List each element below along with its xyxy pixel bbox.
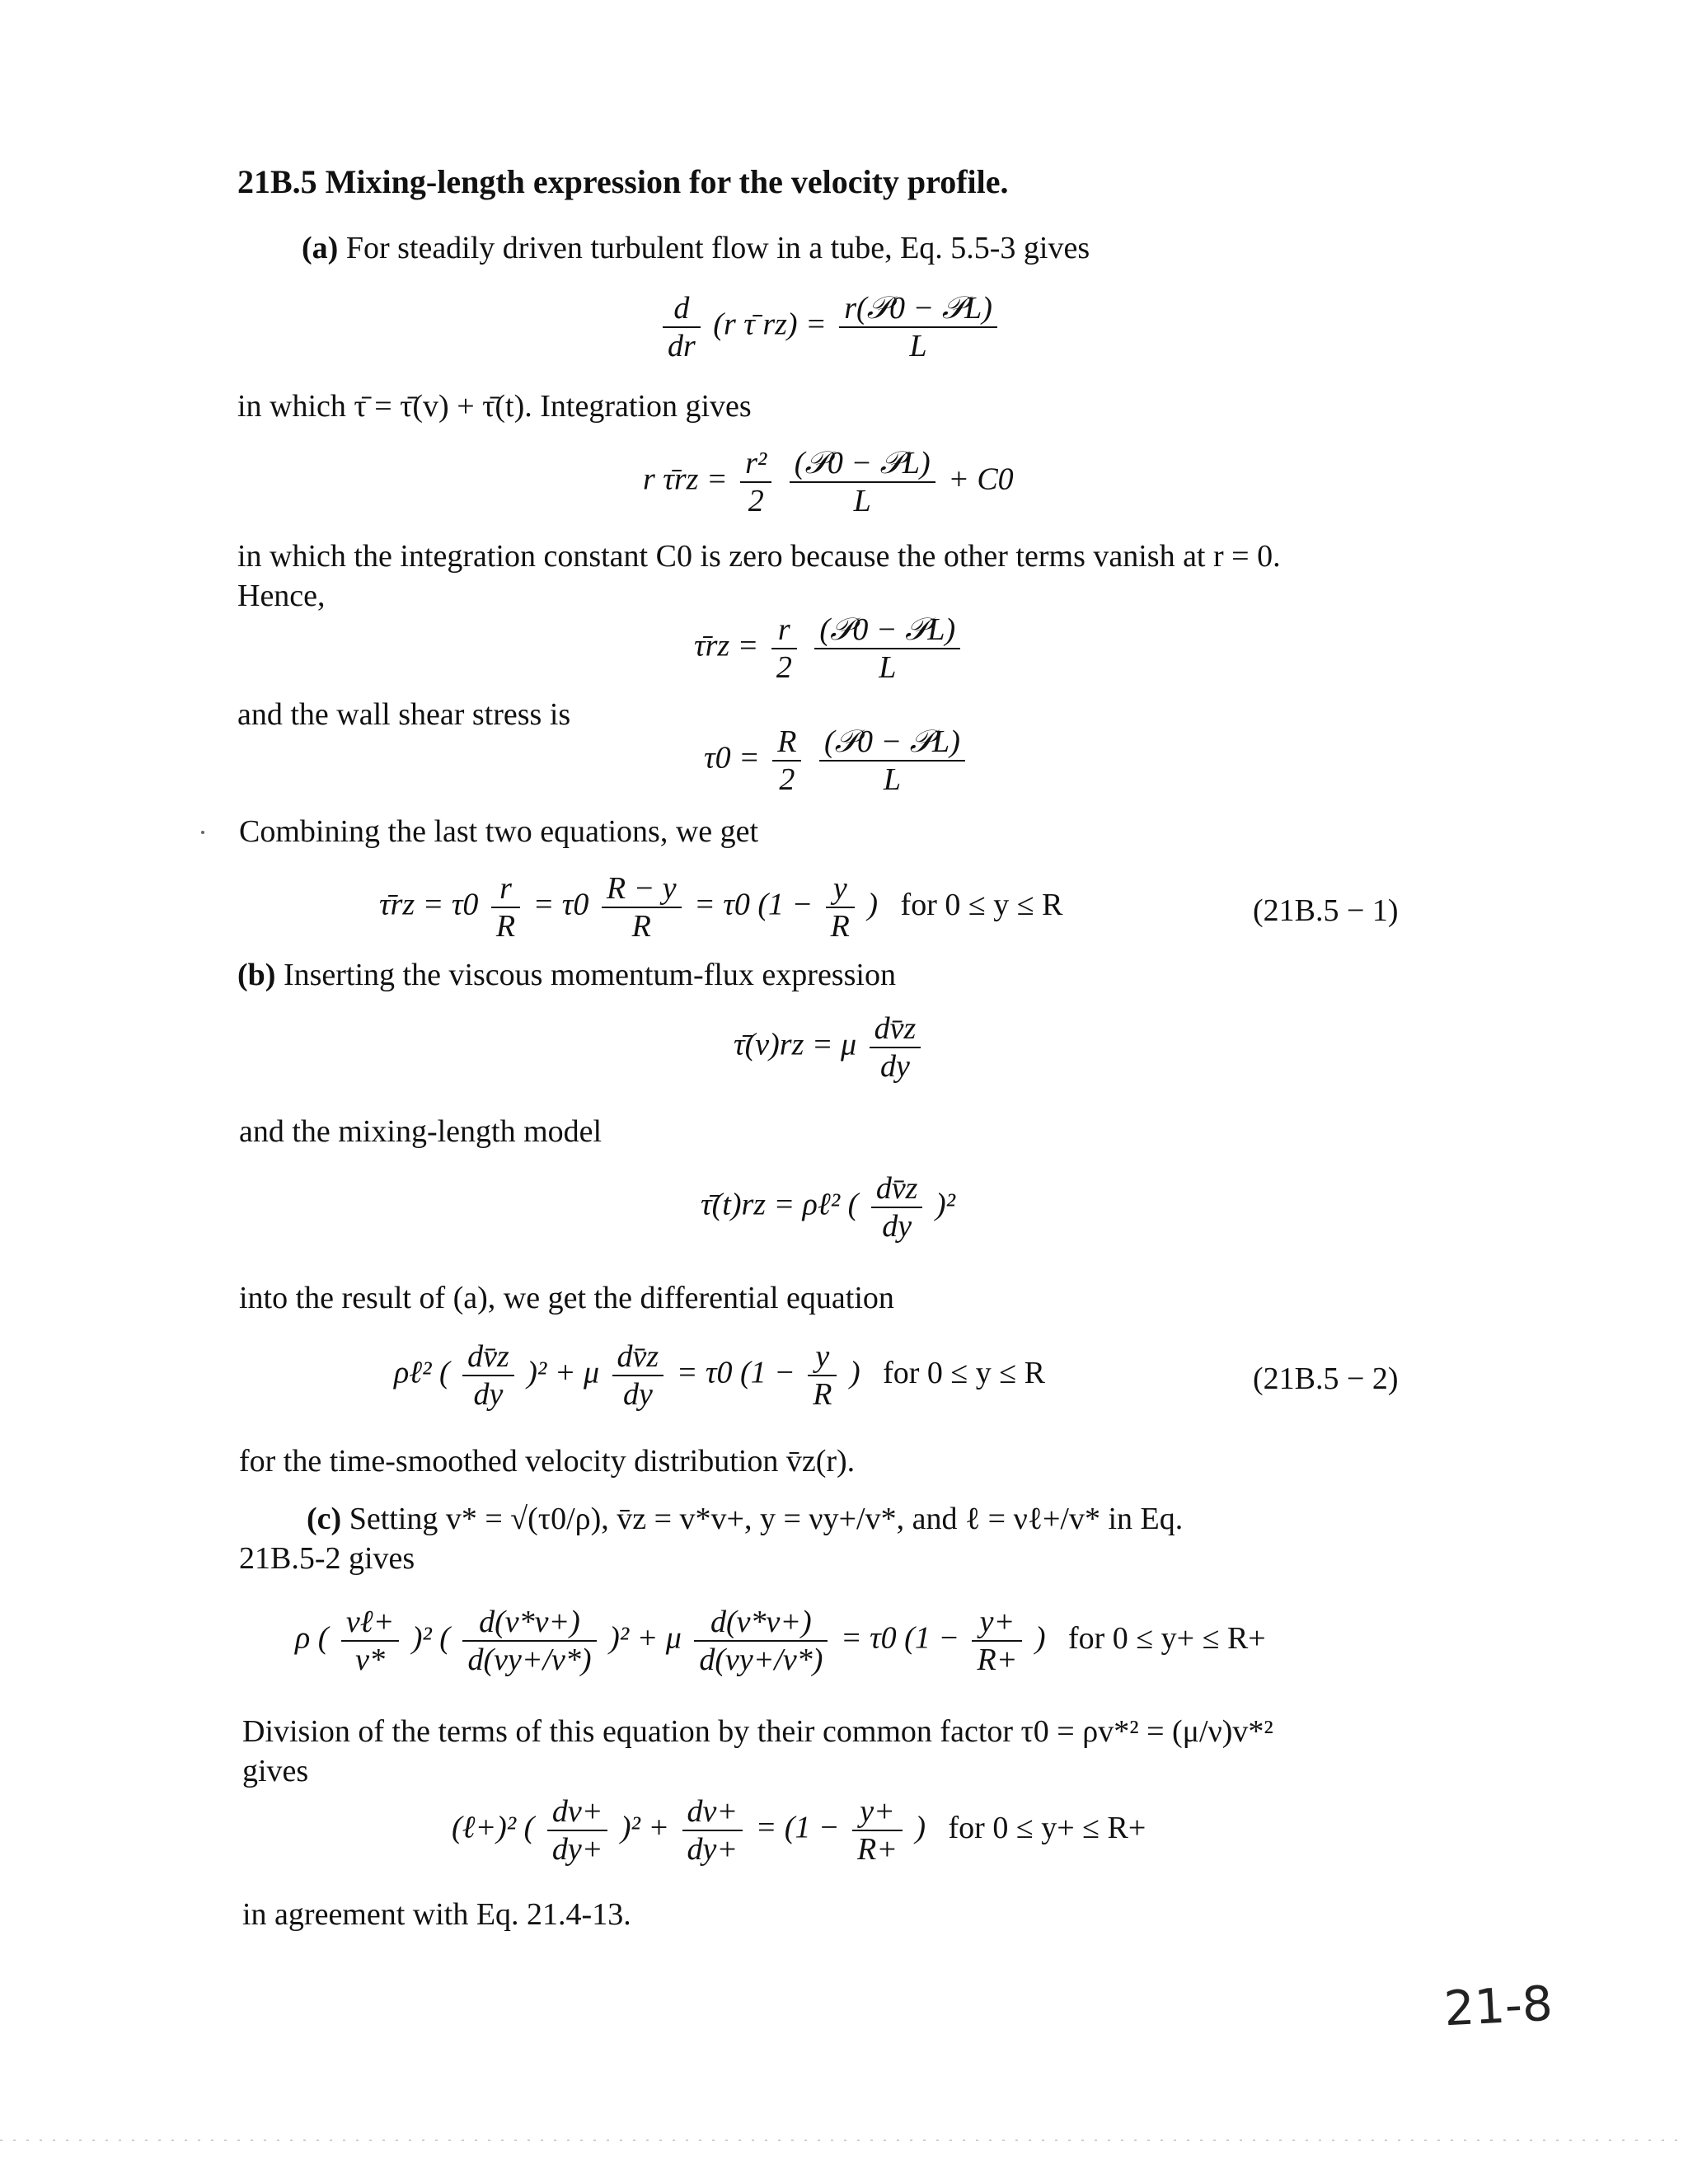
- eq10-frac1-num: dv+: [547, 1793, 608, 1831]
- text-gives: gives: [242, 1754, 309, 1788]
- eq8-frac1-num: dv̄z: [462, 1338, 514, 1376]
- eq4-frac2: [819, 724, 965, 798]
- eq1-deriv-num: d: [663, 290, 701, 328]
- eq9-mid2: )² + μ: [609, 1620, 682, 1656]
- text-combining: Combining the last two equations, we get: [239, 814, 759, 849]
- eq8-mid: )² + μ: [527, 1355, 600, 1390]
- eq10-frac2-den: dy+: [687, 1832, 738, 1867]
- page-number-handwritten: 21-8: [1442, 1975, 1554, 2037]
- eq5-mid2: = τ0 (1 −: [694, 887, 814, 922]
- eq3-frac2: [814, 612, 960, 686]
- eq4-frac1: [772, 724, 801, 798]
- text-constant: in which the integration constant C0 is zero because the other terms vanish at r = 0.: [237, 539, 1281, 574]
- eq9-frac3-den: d(νy+/v*): [699, 1643, 823, 1677]
- eq5-frac3-num: y: [826, 870, 855, 908]
- text-hence: Hence,: [237, 579, 326, 613]
- eq9-frac2: [462, 1604, 596, 1678]
- eq5-close: ): [867, 887, 879, 922]
- eq4-lhs: τ0 =: [704, 740, 760, 776]
- eq2-tail: + C0: [948, 462, 1014, 497]
- eq10-range: for 0 ≤ y+ ≤ R+: [948, 1810, 1146, 1845]
- eq8-frac2-den: dy: [622, 1377, 653, 1412]
- part-c-intro-cont: 21B.5-2 gives: [239, 1541, 415, 1576]
- eq8-frac1: [462, 1338, 514, 1413]
- scan-artifact-row: [0, 2139, 1688, 2141]
- eq10-frac3-num: y+: [852, 1793, 903, 1831]
- eq9-range: for 0 ≤ y+ ≤ R+: [1068, 1620, 1266, 1656]
- part-c-label: (c): [307, 1502, 342, 1536]
- eq8-frac3: [808, 1338, 837, 1413]
- text-time-smoothed: for the time-smoothed velocity distribution v̄z(r).: [239, 1444, 856, 1479]
- eq5-frac2: [602, 870, 682, 944]
- equation-number-21B5-1: (21B.5 − 1): [1253, 893, 1399, 928]
- eq1-rhs-den: L: [909, 329, 927, 363]
- eq8-frac2: [612, 1338, 664, 1413]
- eq9-frac3-num: d(v*v+): [694, 1604, 828, 1642]
- eq9-frac4-num: y+: [972, 1604, 1022, 1642]
- eq3-frac1-den: 2: [776, 650, 792, 685]
- stray-mark: [201, 831, 204, 834]
- eq8-frac3-num: y: [808, 1338, 837, 1376]
- eq9-frac2-den: d(νy+/v*): [467, 1643, 592, 1677]
- eq9-frac1-num: νℓ+: [341, 1604, 399, 1642]
- eq4-frac1-den: 2: [779, 762, 795, 797]
- eq9-lhs: ρ (: [295, 1620, 329, 1656]
- equation-4: [704, 724, 970, 798]
- eq8-frac1-den: dy: [473, 1377, 504, 1412]
- eq6-lhs: τ̄(v)rz = μ: [734, 1027, 857, 1062]
- eq1-rhs-num: r(𝒫0 − 𝒫L): [839, 290, 997, 328]
- text-integration: in which τ̄ = τ̄(v) + τ̄(t). Integration gives: [237, 389, 752, 424]
- eq3-frac2-den: L: [879, 650, 897, 685]
- eq3-frac1-num: r: [771, 612, 797, 649]
- eq4-frac2-den: L: [883, 762, 901, 797]
- eq5-mid: = τ0: [532, 887, 589, 922]
- eq10-frac3-den: R+: [857, 1832, 898, 1867]
- eq10-mid2: = (1 −: [755, 1810, 840, 1845]
- eq1-rhs: [839, 290, 997, 364]
- eq7-frac: [871, 1170, 923, 1244]
- eq6-frac-num: dv̄z: [870, 1010, 921, 1048]
- equation-8: [394, 1338, 1045, 1413]
- text-differential-equation: into the result of (a), we get the differential equation: [239, 1281, 894, 1315]
- eq2-frac2: [790, 445, 935, 519]
- eq10-frac2-num: dv+: [682, 1793, 743, 1831]
- eq8-frac2-num: dv̄z: [612, 1338, 664, 1376]
- eq8-lhs: ρℓ² (: [394, 1355, 450, 1390]
- text-division: Division of the terms of this equation by their common factor τ0 = ρv*² = (μ/ν)v*²: [242, 1714, 1273, 1749]
- equation-2: [643, 445, 1014, 519]
- eq3-lhs: τ̄rz =: [694, 628, 759, 663]
- equation-10: [452, 1793, 1146, 1868]
- eq5-frac1: [491, 870, 520, 944]
- part-b-intro-text: Inserting the viscous momentum-flux expression: [283, 958, 896, 992]
- eq5-frac3: [826, 870, 855, 944]
- eq10-lhs: (ℓ+)² (: [452, 1810, 535, 1845]
- eq7-tail: )²: [935, 1187, 956, 1222]
- eq9-mid1: )² (: [411, 1620, 450, 1656]
- eq8-frac3-den: R: [813, 1377, 832, 1412]
- eq2-frac2-den: L: [853, 484, 871, 518]
- equation-9: [295, 1604, 1266, 1678]
- eq10-frac1: [547, 1793, 608, 1868]
- eq8-mid2: = τ0 (1 −: [676, 1355, 795, 1390]
- part-b-intro: [237, 956, 896, 994]
- eq9-frac2-num: d(v*v+): [462, 1604, 596, 1642]
- equation-6: [734, 1010, 926, 1085]
- eq2-frac2-num: (𝒫0 − 𝒫L): [790, 445, 935, 483]
- eq1-lhs: (r τ̄ rz) =: [713, 307, 827, 342]
- equation-1: [658, 290, 1002, 364]
- eq10-frac2: [682, 1793, 743, 1868]
- eq9-close: ): [1034, 1620, 1046, 1656]
- eq9-frac4: [972, 1604, 1022, 1678]
- part-a-intro: [302, 229, 1090, 267]
- text-mixing-length-model: and the mixing-length model: [239, 1114, 603, 1149]
- equation-3: [694, 612, 965, 686]
- part-c-intro-text: Setting v* = √(τ0/ρ), v̄z = v*v+, y = νy+/v*, and ℓ = νℓ+/v* in Eq.: [349, 1502, 1184, 1536]
- equation-5: [379, 870, 1062, 944]
- section-heading: 21B.5 Mixing-length expression for the velocity profile.: [237, 163, 1009, 200]
- eq5-frac1-den: R: [495, 909, 516, 944]
- part-a-label: (a): [302, 231, 339, 265]
- eq2-frac1-num: r²: [740, 445, 771, 483]
- eq4-frac2-num: (𝒫0 − 𝒫L): [819, 724, 965, 762]
- eq1-deriv: [663, 290, 701, 364]
- text-agreement: in agreement with Eq. 21.4-13.: [242, 1897, 631, 1932]
- eq5-range: for 0 ≤ y ≤ R: [900, 887, 1063, 922]
- eq7-frac-den: dy: [882, 1209, 912, 1244]
- equation-number-21B5-2: (21B.5 − 2): [1253, 1361, 1399, 1396]
- eq2-frac1-den: 2: [748, 484, 764, 518]
- eq1-deriv-den: dr: [668, 329, 696, 363]
- eq8-close: ): [849, 1355, 860, 1390]
- part-c-intro: [307, 1500, 1183, 1538]
- text-wall-shear: and the wall shear stress is: [237, 697, 571, 732]
- eq8-range: for 0 ≤ y ≤ R: [883, 1355, 1045, 1390]
- eq2-lhs: r τ̄rz =: [643, 462, 728, 497]
- part-b-label: (b): [237, 958, 276, 992]
- eq7-frac-num: dv̄z: [871, 1170, 923, 1208]
- eq10-close: ): [915, 1810, 926, 1845]
- eq9-frac3: [694, 1604, 828, 1678]
- eq5-frac2-num: R − y: [602, 870, 682, 908]
- eq3-frac2-num: (𝒫0 − 𝒫L): [814, 612, 960, 649]
- eq4-frac1-num: R: [772, 724, 801, 762]
- eq2-frac1: [740, 445, 771, 519]
- eq10-frac1-den: dy+: [551, 1832, 603, 1867]
- eq5-frac1-num: r: [491, 870, 520, 908]
- eq6-frac: [870, 1010, 921, 1085]
- eq5-frac3-den: R: [830, 909, 850, 944]
- eq3-frac1: [771, 612, 797, 686]
- eq9-frac4-den: R+: [977, 1643, 1018, 1677]
- equation-7: [701, 1170, 955, 1244]
- eq6-frac-den: dy: [879, 1049, 910, 1084]
- eq9-frac1-den: v*: [355, 1643, 386, 1677]
- eq7-lhs: τ̄(t)rz = ρℓ² (: [701, 1187, 859, 1222]
- eq5-frac2-den: R: [631, 909, 651, 944]
- eq10-frac3: [852, 1793, 903, 1868]
- eq9-frac1: [341, 1604, 399, 1678]
- part-a-intro-text: For steadily driven turbulent flow in a tube, Eq. 5.5-3 gives: [345, 231, 1090, 265]
- eq5-lhs: τ̄rz = τ0: [379, 887, 479, 922]
- eq10-mid1: )² +: [620, 1810, 670, 1845]
- eq9-mid3: = τ0 (1 −: [840, 1620, 959, 1656]
